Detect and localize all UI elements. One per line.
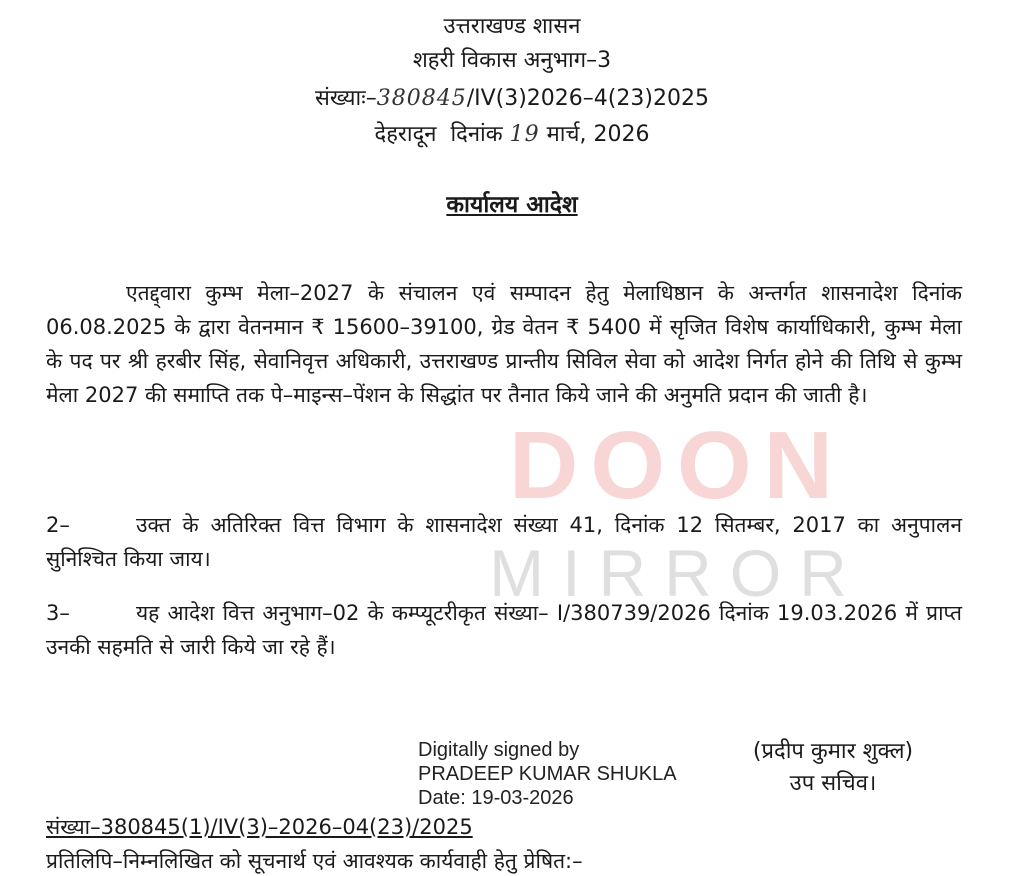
watermark-doon: DOON xyxy=(509,412,845,519)
copy-to-line: प्रतिलिपि–निम्नलिखित को सूचनार्थ एवं आवश्यक कार्यवाही हेतु प्रेषित:– xyxy=(46,849,583,873)
place-date-prefix: देहरादून दिनांक xyxy=(374,122,510,147)
paragraph-1 xyxy=(46,276,962,412)
paragraph-3 xyxy=(46,596,962,664)
ref-suffix: /IV(3)2026–4(23)2025 xyxy=(466,86,709,111)
date-handwritten: 19 xyxy=(509,122,540,147)
place-date xyxy=(0,120,1024,150)
paragraph-2 xyxy=(46,508,962,576)
digital-signature xyxy=(418,738,677,810)
officer-name: (प्रदीप कुमार शुक्ल) xyxy=(752,739,914,764)
digital-signature-line1: Digitally signed by xyxy=(418,739,580,761)
footer-reference: संख्या–380845(1)/IV(3)–2026–04(23)/2025 xyxy=(46,815,473,839)
ref-handwritten: 380845 xyxy=(376,86,467,111)
order-title: कार्यालय आदेश xyxy=(446,192,578,218)
paragraph-2-text: उक्त के अतिरिक्त वित्त विभाग के शासनादेश संख्या 41, दिनांक 12 सितम्बर, 2017 का अनुपालन सुनिश्चित किया जाय। xyxy=(46,513,962,571)
officer-block xyxy=(728,736,938,800)
date-suffix: मार्च, 2026 xyxy=(539,122,650,147)
digital-signature-date: Date: 19-03-2026 xyxy=(418,787,574,809)
paragraph-1-text: एतद्द्वारा कुम्भ मेला–2027 के संचालन एवं सम्पादन हेतु मेलाधिष्ठान के अन्तर्गत शासनादेश दिनांक 06.08.2025 के द्वारा वेतनमान ₹ 15600–39100, ग्रेड वेतन ₹ 5400 में सृजित विशेष कार्याधिकारी, कुम्भ मेला के पद पर श्री हरबीर सिंह, सेवानिवृत्त अधिकारी, उत्तराखण्ड प्रान्तीय सिविल सेवा को आदेश निर्गत होने की तिथि से कुम्भ मेला 2027 की समाप्ति तक पे–माइन्स–पेंशन के सिद्धांत पर तैनात किये जाने की अनुमति प्रदान की जाती है। xyxy=(46,281,962,407)
paragraph-3-text: यह आदेश वित्त अनुभाग–02 के कम्प्यूटरीकृत संख्या– I/380739/2026 दिनांक 19.03.2026 में प्राप्त उनकी सहमति से जारी किये जा रहे हैं। xyxy=(46,601,962,659)
ref-prefix: संख्याः– xyxy=(315,86,377,111)
government-name: उत्तराखण्ड शासन xyxy=(443,14,581,39)
paragraph-2-number: 2– xyxy=(46,513,70,537)
reference-number xyxy=(0,84,1024,114)
officer-designation: उप सचिव। xyxy=(789,771,877,796)
watermark-mirror: MIRROR xyxy=(489,536,865,610)
section-name: शहरी विकास अनुभाग–3 xyxy=(412,48,612,73)
digital-signature-name: PRADEEP KUMAR SHUKLA xyxy=(418,763,677,785)
paragraph-3-number: 3– xyxy=(46,601,70,625)
